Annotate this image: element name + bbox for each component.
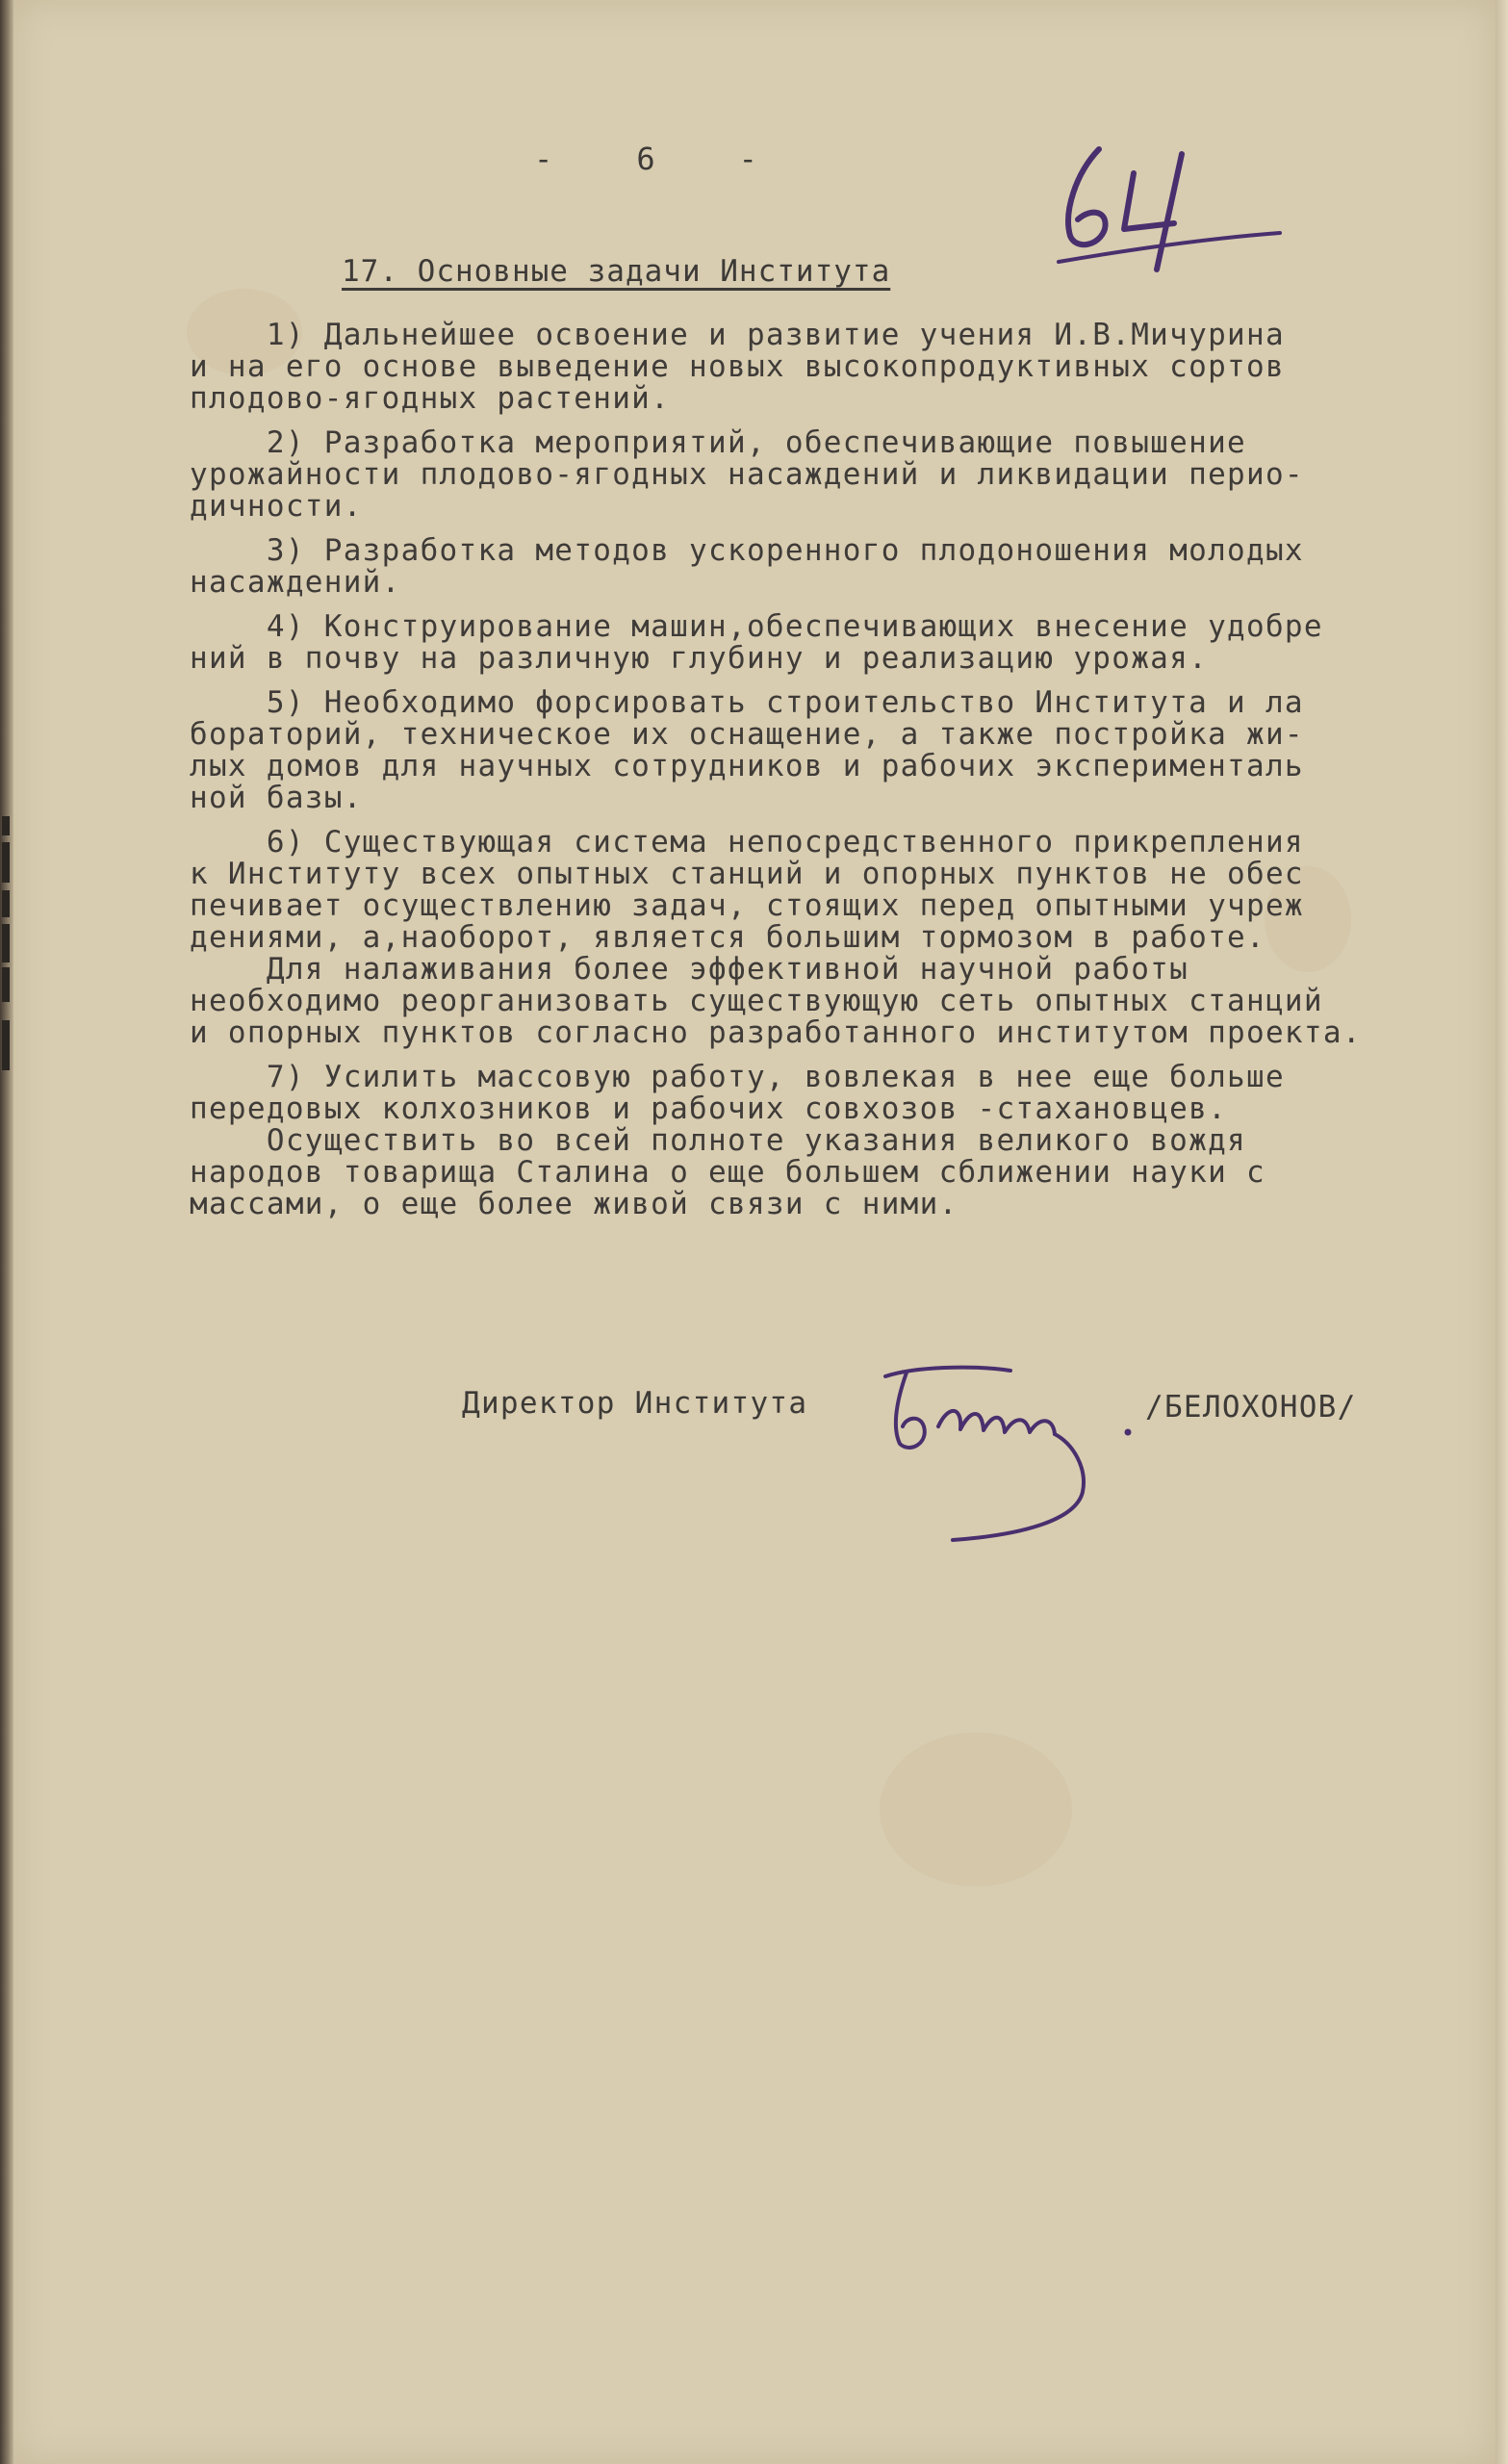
document-body — [190, 320, 1479, 1233]
section-heading: 17. Основные задачи Института — [342, 254, 891, 289]
text-line: насаждений. — [190, 565, 401, 600]
text-line: передовых колхозников и рабочих совхозов -стахановцев. — [190, 1091, 1228, 1126]
text-line: лых домов для научных сотрудников и рабочих эксперименталь — [190, 749, 1304, 783]
text-line: ной базы. — [190, 781, 363, 815]
text-line: массами, о еще более живой связи с ними. — [190, 1187, 958, 1221]
text-line: народов товарища Сталина о еще большем сближении науки с — [190, 1155, 1265, 1190]
task-paragraph-2 — [190, 427, 1479, 523]
text-line: Осуществить во всей полноте указания великого вождя — [190, 1123, 1246, 1158]
text-line: 3) Разработка методов ускоренного плодоношения молодых — [190, 533, 1304, 568]
text-line: плодово-ягодных растений. — [190, 381, 671, 416]
task-paragraph-6 — [190, 827, 1479, 1049]
text-line: дениями, а,наоборот, является большим тормозом в работе. — [190, 920, 1265, 955]
text-line: ний в почву на различную глубину и реализацию урожая. — [190, 641, 1209, 676]
signatory-name: /БЕЛОХОНОВ/ — [1145, 1390, 1357, 1424]
folio-number-image — [1049, 116, 1290, 279]
text-line: печивает осуществлению задач, стоящих перед опытными учреж — [190, 888, 1304, 923]
text-line: необходимо реорганизовать существующую сеть опытных станций — [190, 984, 1323, 1018]
task-paragraph-3 — [190, 535, 1479, 599]
text-line: 2) Разработка мероприятий, обеспечивающие повышение — [190, 425, 1246, 460]
text-line: 1) Дальнейшее освоение и развитие учения И.В.Мичурина — [190, 318, 1285, 352]
text-line: дичности. — [190, 489, 363, 524]
task-paragraph-1 — [190, 320, 1479, 415]
text-line: урожайности плодово-ягодных насаждений и ликвидации перио- — [190, 457, 1304, 492]
text-line: бораторий, техническое их оснащение, а также постройка жи- — [190, 717, 1304, 752]
left-binding-edge — [0, 0, 13, 2464]
page-number: - 6 - — [534, 141, 759, 177]
text-line: 5) Необходимо форсировать строительство Института и ла — [190, 685, 1304, 720]
text-line: и опорных пунктов согласно разработанного институтом проекта. — [190, 1015, 1362, 1050]
task-paragraph-5 — [190, 687, 1479, 814]
task-paragraph-4 — [190, 611, 1479, 675]
text-line: 7) Усилить массовую работу, вовлекая в нее еще больше — [190, 1060, 1285, 1094]
text-line: Для налаживания более эффективной научной работы — [190, 952, 1189, 987]
task-paragraph-7 — [190, 1062, 1479, 1220]
signature-block — [462, 1386, 1424, 1578]
text-line: 4) Конструирование машин,обеспечивающих внесение удобре — [190, 609, 1323, 644]
handwritten-signature — [856, 1338, 1145, 1559]
folio-number-handwritten — [1049, 116, 1290, 279]
text-line: 6) Существующая система непосредственного прикрепления — [190, 825, 1304, 860]
text-line: к Институту всех опытных станций и опорных пунктов не обес — [190, 857, 1304, 891]
text-line: и на его основе выведение новых высокопродуктивных сортов — [190, 349, 1285, 384]
signature-image — [856, 1338, 1145, 1559]
signatory-title: Директор Института — [462, 1386, 808, 1421]
right-page-edge — [1495, 0, 1508, 2464]
